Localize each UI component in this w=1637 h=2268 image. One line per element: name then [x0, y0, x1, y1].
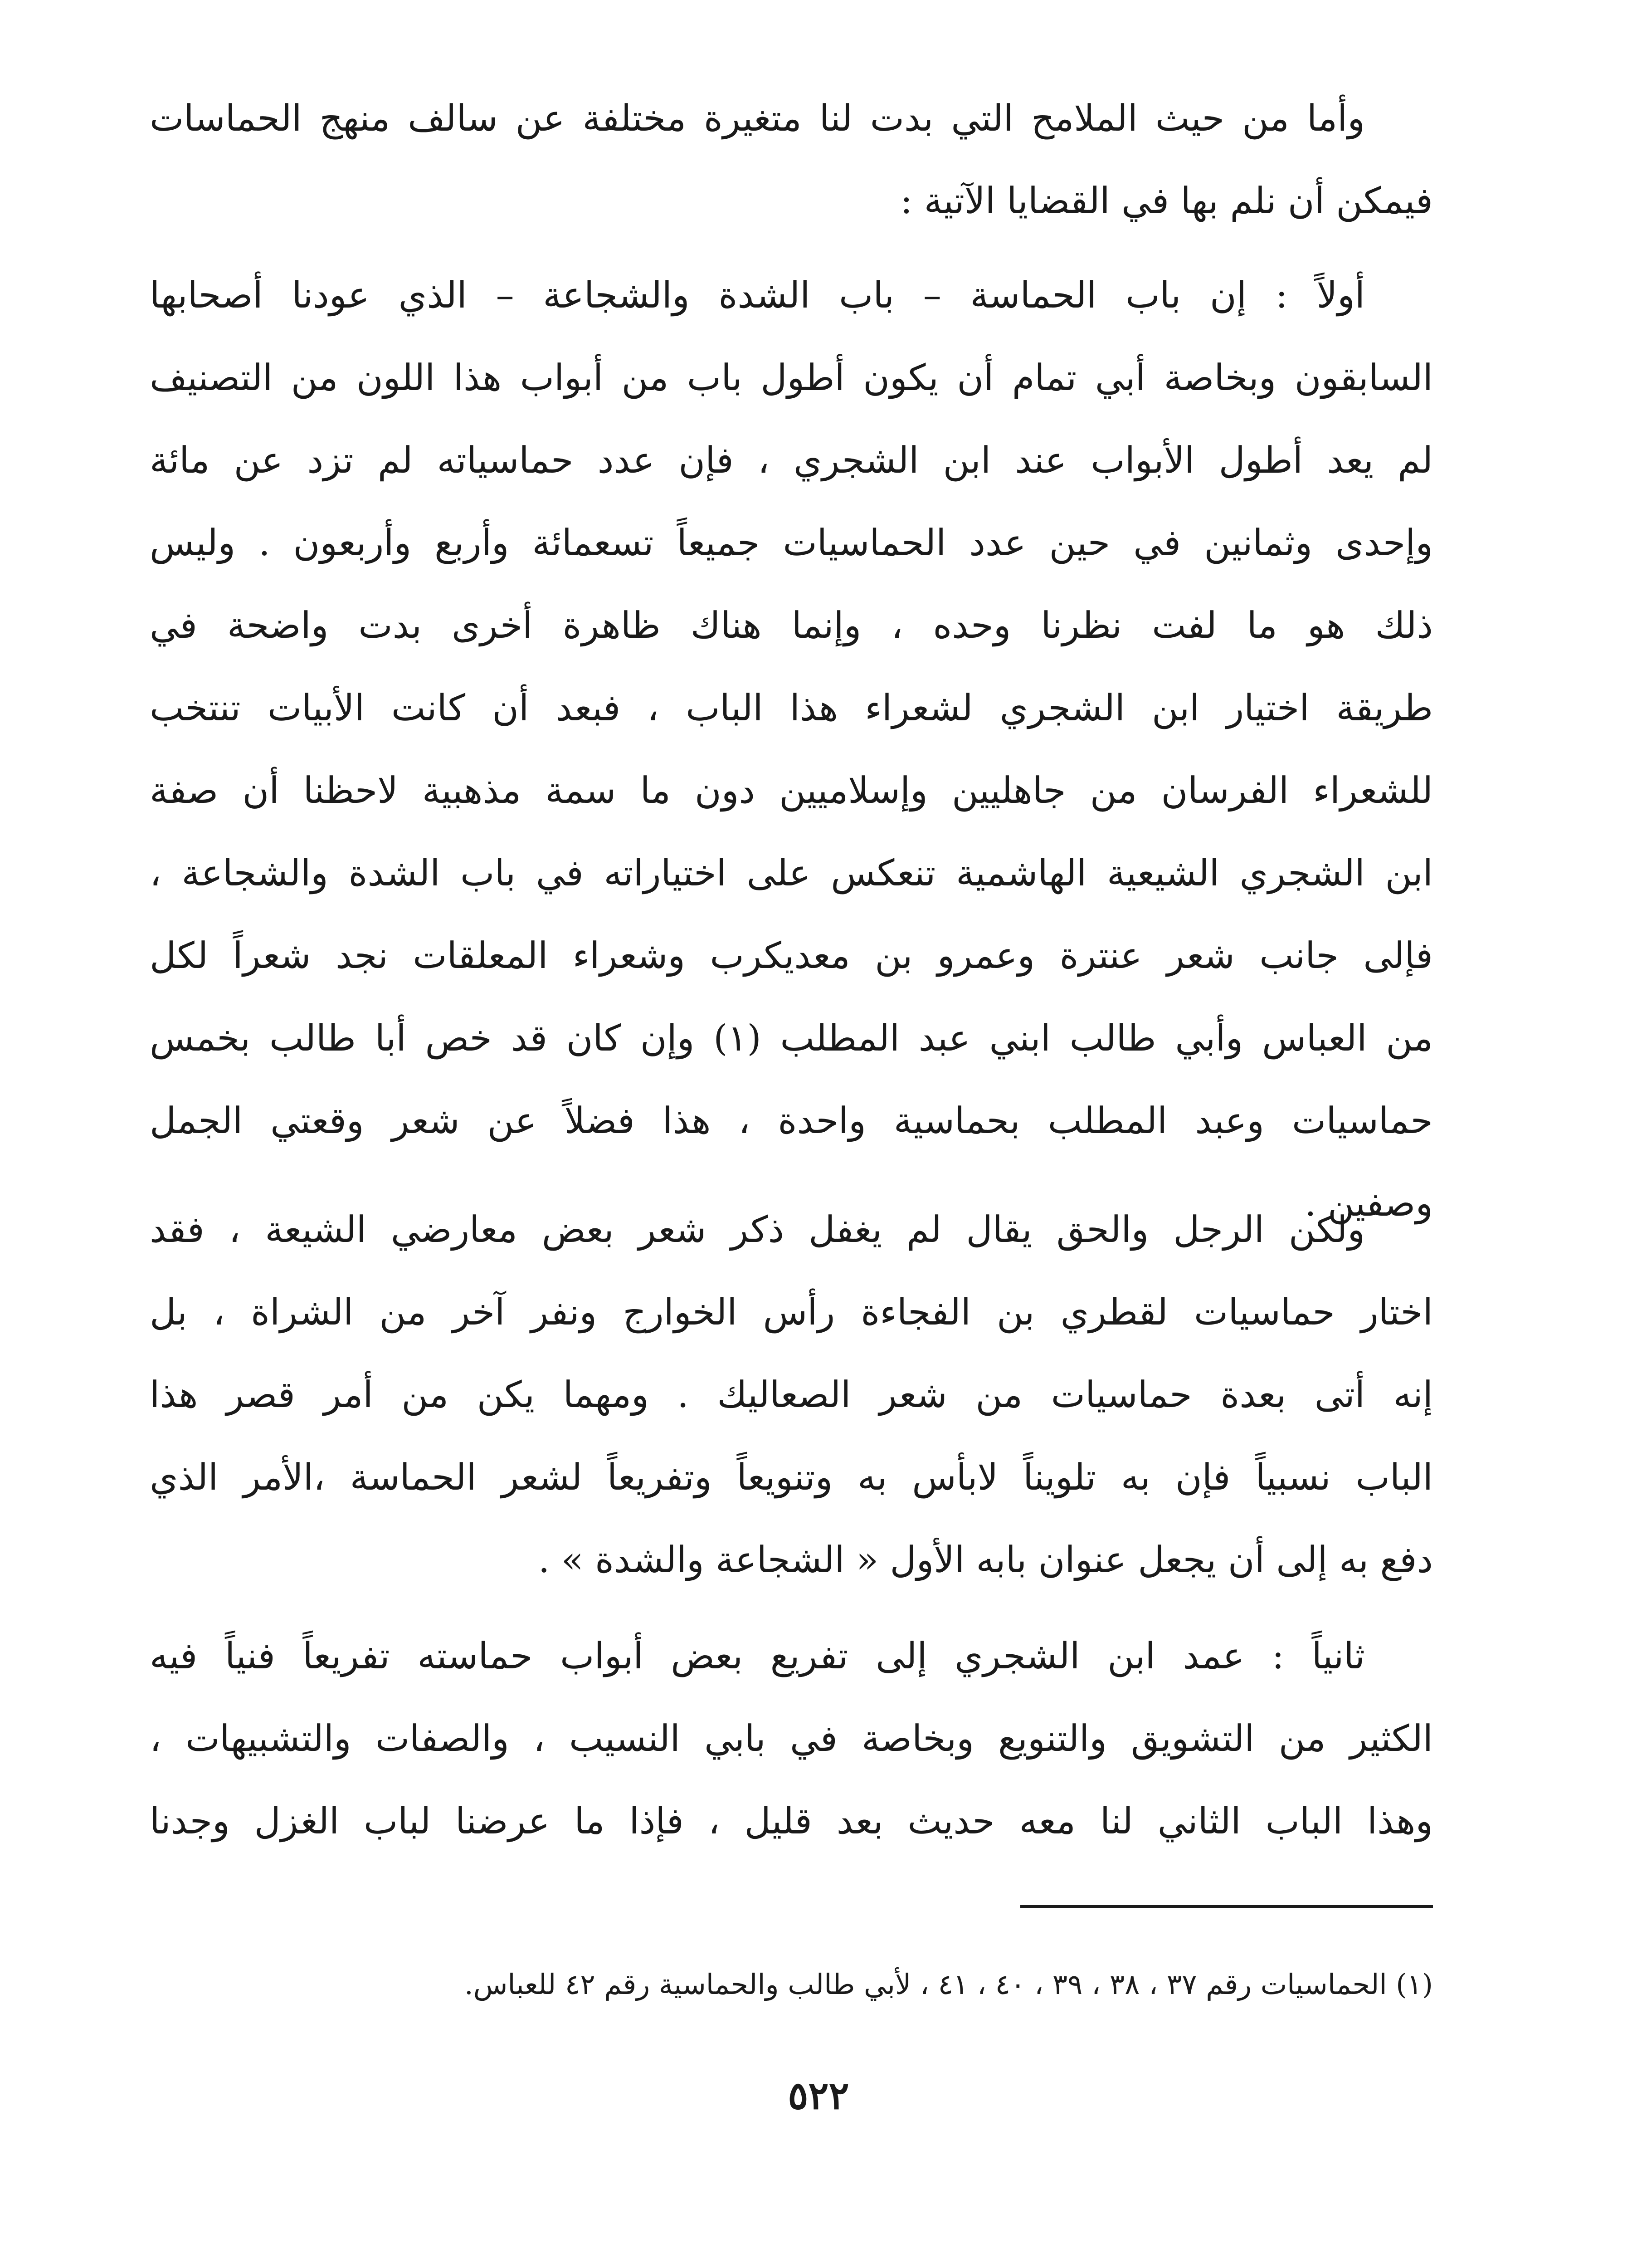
- text-line: لم يعد أطول الأبواب عند ابن الشجري ، فإن عدد حماسياته لم تزد عن مائة: [150, 439, 1433, 481]
- text-line: ولكن الرجل والحق يقال لم يغفل ذكر شعر بعض معارضي الشيعة ، فقد: [150, 1208, 1365, 1251]
- text-line: الباب نسبياً فإن به تلويناً لابأس به وتنويعاً وتفريعاً لشعر الحماسة ،الأمر الذي: [150, 1456, 1433, 1498]
- paragraph-3: [150, 1188, 1433, 1601]
- text-line: وصفين .: [1305, 1182, 1433, 1224]
- text-line: طريقة اختيار ابن الشجري لشعراء هذا الباب ، فبعد أن كانت الأبيات تنتخب: [150, 687, 1433, 729]
- text-line: حماسيات وعبد المطلب بحماسية واحدة ، هذا فضلاً عن شعر وقعتي الجمل: [150, 1100, 1433, 1142]
- text-line: إنه أتى بعدة حماسيات من شعر الصعاليك . ومهما يكن من أمر قصر هذا: [150, 1374, 1433, 1416]
- text-line: ثانياً : عمد ابن الشجري إلى تفريع بعض أبواب حماسته تفريعاً فنياً فيه: [150, 1635, 1365, 1677]
- text-line: وإحدى وثمانين في حين عدد الحماسيات جميعاً تسعمائة وأربع وأربعون . وليس: [150, 522, 1433, 564]
- text-line: اختار حماسيات لقطري بن الفجاءة رأس الخوارج ونفر آخر من الشراة ، بل: [150, 1291, 1433, 1333]
- paragraph-2: [150, 254, 1433, 1245]
- text-line: السابقون وبخاصة أبي تمام أن يكون أطول باب من أبواب هذا اللون من التصنيف: [150, 357, 1433, 399]
- text-line: للشعراء الفرسان من جاهليين وإسلاميين دون ما سمة مذهبية لاحظنا أن صفة: [150, 769, 1433, 811]
- paragraph-1: [150, 77, 1433, 242]
- page-number: ٥٢٢: [788, 2073, 849, 2118]
- paragraph-4: [150, 1615, 1433, 1862]
- text-line: فيمكن أن نلم بها في القضايا الآتية :: [900, 180, 1433, 222]
- text-line: وأما من حيث الملامح التي بدت لنا متغيرة مختلفة عن سالف منهج الحماسات: [150, 97, 1365, 139]
- text-line: الكثير من التشويق والتنويع وبخاصة في بابي النسيب ، والصفات والتشبيهات ،: [150, 1717, 1433, 1760]
- text-line: فإلى جانب شعر عنترة وعمرو بن معديكرب وشعراء المعلقات نجد شعراً لكل: [150, 934, 1433, 977]
- text-line: دفع به إلى أن يجعل عنوان بابه الأول « الشجاعة والشدة » .: [538, 1539, 1433, 1581]
- footnote: (١) الحماسيات رقم ٣٧ ، ٣٨ ، ٣٩ ، ٤٠ ، ٤١ ، لأبي طالب والحماسية رقم ٤٢ للعباس.: [464, 1968, 1433, 2001]
- text-line: من العباس وأبي طالب ابني عبد المطلب (١) وإن كان قد خص أبا طالب بخمس: [150, 1017, 1433, 1059]
- text-line: أولاً : إن باب الحماسة – باب الشدة والشجاعة – الذي عودنا أصحابها: [150, 274, 1365, 316]
- text-line: وهذا الباب الثاني لنا معه حديث بعد قليل ، فإذا ما عرضنا لباب الغزل وجدنا: [150, 1800, 1433, 1842]
- footnote-divider: [1020, 1905, 1433, 1908]
- text-line: ذلك هو ما لفت نظرنا وحده ، وإنما هناك ظاهرة أخرى بدت واضحة في: [150, 604, 1433, 646]
- text-line: ابن الشجري الشيعية الهاشمية تنعكس على اختياراته في باب الشدة والشجاعة ،: [150, 852, 1433, 894]
